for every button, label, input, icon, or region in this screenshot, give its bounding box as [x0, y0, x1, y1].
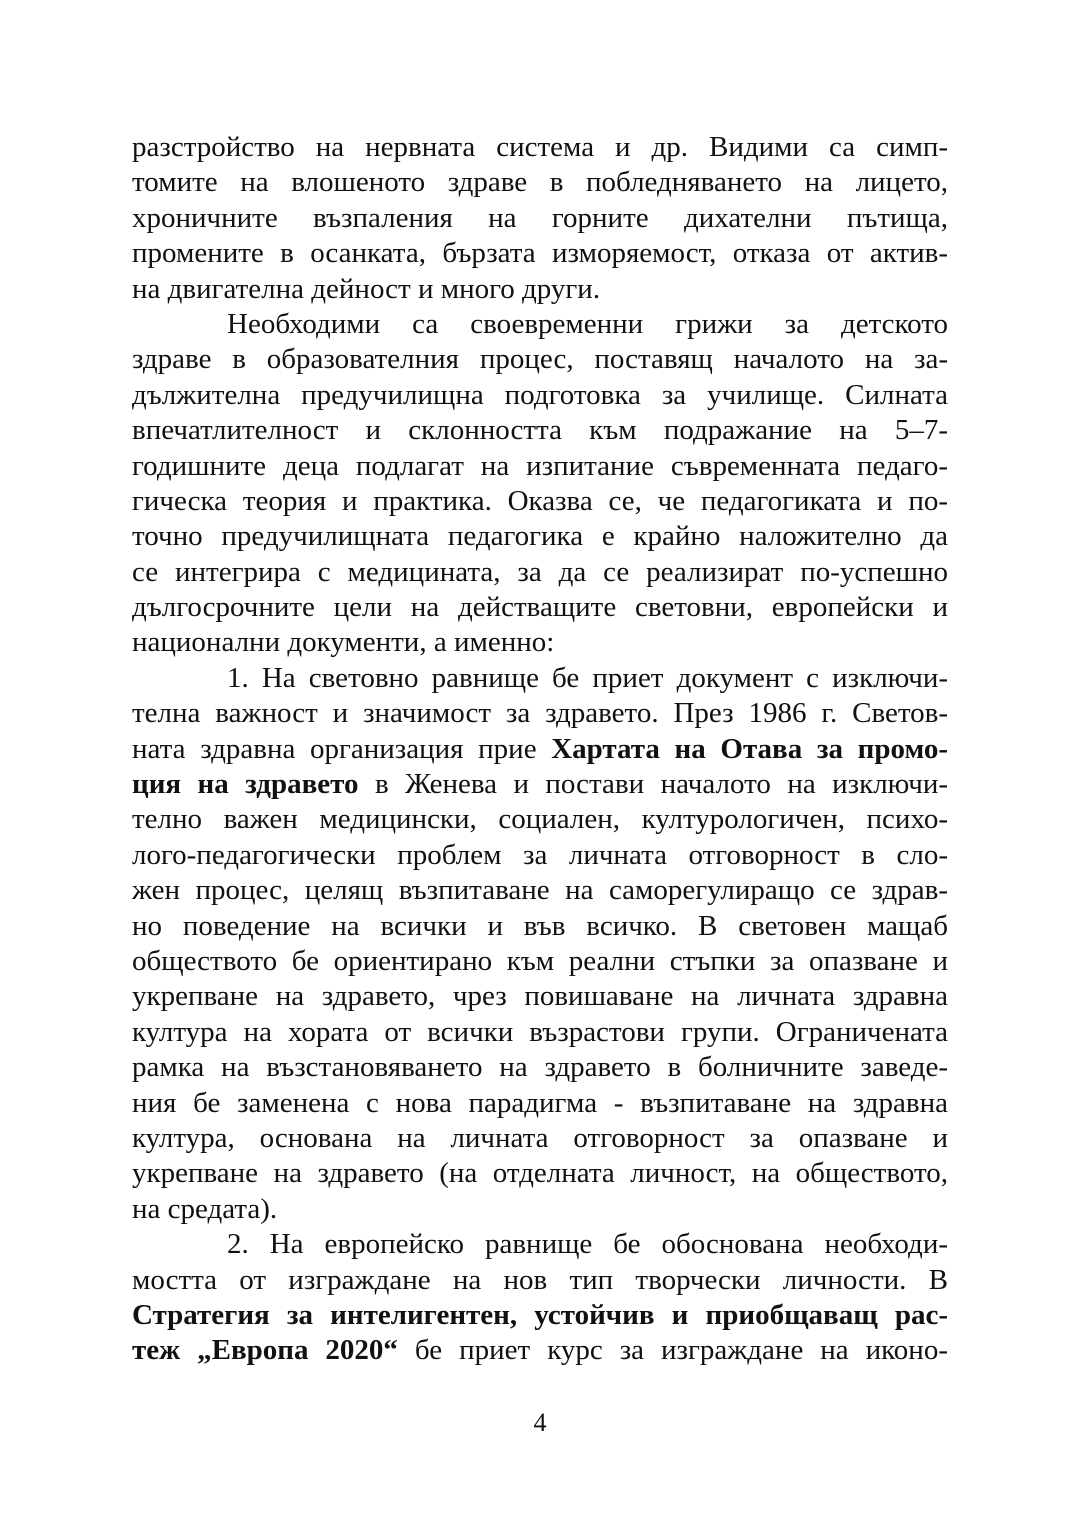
text-line: [132, 767, 948, 802]
text-line: годишните деца подлагат на изпитание съвременната педаго-: [132, 449, 948, 482]
text-line: национални документи, а именно:: [132, 626, 555, 659]
text-line: гическа теория и практика. Оказва се, че педагогиката и по-: [132, 484, 948, 517]
text-run: в Женева и постави началото на изключи-: [358, 768, 949, 801]
text-line: култура на хората от всички възрастови групи. Ограничената: [132, 1015, 948, 1048]
paragraph-4: [132, 1227, 948, 1369]
text-line: точно предучилищната педагогика е крайно наложително да: [132, 520, 948, 553]
bold-term-europe-2020: теж „Европа 2020“: [132, 1334, 398, 1367]
text-line: дългосрочните цели на действащите световни, европейски и: [132, 591, 948, 624]
bold-term-ottawa-charter-cont: ция на здравето: [132, 768, 359, 801]
body-text: [132, 130, 948, 1369]
text-line: укрепване на здравето, чрез повишаване на личната здравна: [132, 980, 948, 1013]
text-line: жен процес, целящ възпитаване на саморегулиращо се здрав-: [132, 874, 948, 907]
text-line: [132, 1333, 948, 1368]
text-line: Необходими са своевременни грижи за детското: [227, 307, 948, 340]
text-line: здраве в образователния процес, поставящ началото на за-: [132, 343, 948, 376]
text-line: [132, 732, 948, 767]
text-line: култура, основана на личната отговорност за опазване и: [132, 1121, 948, 1154]
text-line: томите на влошеното здраве в побледняването на лицето,: [132, 166, 948, 199]
paragraph-2: [132, 307, 948, 661]
text-line: разстройство на нервната система и др. Видими са симп-: [132, 131, 948, 163]
text-line: мостта от изграждане на нов тип творчески личности. В: [132, 1263, 948, 1296]
text-line: се интегрира с медицината, за да се реализират по-успешно: [132, 555, 948, 588]
bold-term-ottawa-charter: Хартата на Отава за промо-: [551, 732, 948, 765]
text-line: обществото бе ориентирано към реални стъпки за опазване и: [132, 944, 948, 977]
page-number: 4: [533, 1408, 547, 1437]
text-line: но поведение на всички и във всичко. В световен мащаб: [132, 909, 948, 942]
paragraph-1: [132, 130, 948, 307]
text-line: рамка на възстановяването на здравето в болничните заведе-: [132, 1051, 948, 1084]
text-line: ния бе заменена с нова парадигма - възпитаване на здравна: [132, 1086, 948, 1119]
text-line: промените в осанката, бързата изморяемост, отказа от актив-: [132, 237, 948, 270]
text-line: 2. На европейско равнище бе обоснована необходи-: [227, 1228, 948, 1261]
text-line: на двигателна дейност и много други.: [132, 272, 601, 305]
text-line: телно важен медицински, социален, културологичен, психо-: [132, 803, 948, 836]
text-line: 1. На световно равнище бе приет документ с изключи-: [227, 661, 948, 694]
text-line: укрепване на здравето (на отделната личност, на обществото,: [132, 1157, 948, 1190]
text-line: хроничните възпаления на горните дихателни пътища,: [132, 201, 948, 234]
text-line: телна важност и значимост за здравето. През 1986 г. Светов-: [132, 697, 948, 730]
bold-term-strategy: Стратегия за интелигентен, устойчив и приобщаващ рас-: [132, 1298, 948, 1331]
text-line: дължителна предучилищна подготовка за училище. Силната: [132, 378, 948, 411]
text-run: ната здравна организация прие: [132, 732, 552, 765]
paragraph-3: [132, 661, 948, 1227]
text-run: бе приет курс за изграждане на иконо-: [397, 1334, 948, 1367]
text-line: впечатлителност и склонността към подражание на 5–7-: [132, 414, 948, 447]
text-line: лого-педагогически проблем за личната отговорност в сло-: [132, 838, 948, 871]
text-line: на средата).: [132, 1192, 278, 1225]
